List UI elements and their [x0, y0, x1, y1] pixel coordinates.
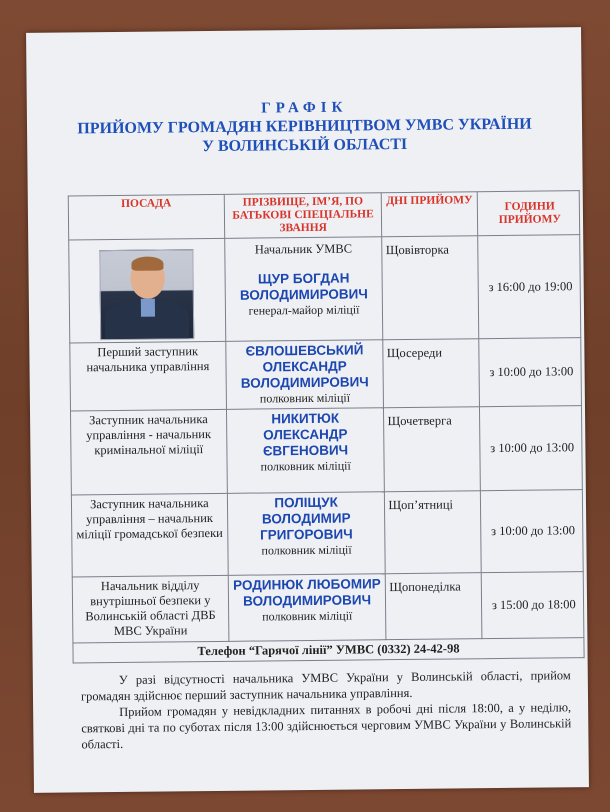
- name-cell: [228, 574, 386, 642]
- official-rank: полковник міліції: [262, 608, 353, 624]
- post-cell: Заступник начальника управління – начальник міліції громадської безпеки: [71, 493, 228, 577]
- header-post: ПОСАДА: [68, 194, 224, 240]
- hours-cell: з 10:00 до 13:00: [479, 406, 582, 491]
- official-name: ЩУР БОГДАН ВОЛОДИМИРОВИЧ: [239, 270, 368, 303]
- days-cell: Щопонеділка: [386, 573, 482, 640]
- official-name: ПОЛІЩУК ВОЛОДИМИР ГРИГОРОВИЧ: [260, 494, 353, 543]
- name-cell: [226, 408, 385, 494]
- days-cell: Щосереди: [383, 339, 479, 408]
- table-row: [71, 490, 583, 577]
- reception-schedule-table: [68, 190, 585, 663]
- official-rank: генерал-майор міліції: [248, 302, 360, 318]
- hours-cell: з 16:00 до 19:00: [477, 235, 580, 339]
- official-rank: полковник міліції: [259, 390, 351, 406]
- post-cell: [69, 238, 226, 343]
- heading-line-1: ГРАФІК: [261, 99, 348, 117]
- table-row: [72, 572, 584, 643]
- heading-line-3: У ВОЛИНСЬКІЙ ОБЛАСТІ: [202, 135, 408, 156]
- name-cell: [227, 492, 386, 576]
- heading-line-2: ПРИЙОМУ ГРОМАДЯН КЕРІВНИЦТВОМ УМВС УКРАЇНИ: [77, 115, 532, 138]
- post-cell: Перший заступник начальника управління: [70, 341, 226, 411]
- official-name: РОДИНЮК ЛЮБОМИР ВОЛОДИМИРОВИЧ: [233, 576, 381, 609]
- post-cell: Заступник начальника управління - начальник кримінальної міліції: [70, 409, 227, 495]
- schedule-sheet: [26, 27, 589, 793]
- hours-cell: з 10:00 до 13:00: [478, 338, 581, 407]
- document-heading: [27, 97, 583, 158]
- days-cell: Щочетверга: [384, 407, 480, 492]
- days-cell: Щовівторка: [382, 236, 478, 340]
- post-cell: Начальник відділу внутрішньої безпеки у Волинській області ДВБ МВС України: [72, 575, 228, 643]
- note-paragraph: У разі відсутності начальника УМВС України у Волинській області, прийом громадян здійснює перший заступник начальника управління.: [80, 668, 571, 704]
- header-name: ПРІЗВИЩЕ, ІМ’Я, ПО БАТЬКОВІ СПЕЦІАЛЬНЕ ЗВАННЯ: [224, 193, 382, 239]
- table-header-row: [68, 191, 579, 240]
- official-name: ЄВЛОШЕВСЬКИЙ ОЛЕКСАНДР ВОЛОДИМИРОВИЧ: [240, 342, 369, 391]
- hours-cell: з 15:00 до 18:00: [481, 572, 584, 639]
- header-days: ДНІ ПРИЙОМУ: [382, 192, 478, 237]
- table-row: [70, 406, 582, 495]
- notes-section: [81, 667, 572, 752]
- official-rank: полковник міліції: [261, 542, 352, 558]
- position-title: Начальник УМВС: [254, 241, 353, 257]
- hours-cell: з 10:00 до 13:00: [480, 490, 583, 573]
- table-row: [70, 338, 582, 411]
- note-paragraph: Прийом громадян у невідкладних питаннях в робочі дні після 18:00, а у неділю, святкові дні та по суботах після 13:00 здійснюється черговим УМВС України у Волинській області.: [81, 700, 572, 752]
- table-row: [69, 235, 581, 343]
- official-rank: полковник міліції: [260, 458, 351, 474]
- name-cell: [224, 237, 383, 342]
- official-photo: [100, 249, 195, 340]
- days-cell: Щоп’ятниці: [385, 491, 481, 574]
- hotline-phone: Телефон “Гарячої лінії” УМВС (0332) 24-42-98: [73, 638, 584, 663]
- official-name: НИКИТЮК ОЛЕКСАНДР ЄВГЕНОВИЧ: [262, 410, 349, 459]
- name-cell: [225, 340, 383, 410]
- hotline-row: [73, 638, 584, 663]
- header-hours: ГОДИНИ ПРИЙОМУ: [477, 191, 580, 236]
